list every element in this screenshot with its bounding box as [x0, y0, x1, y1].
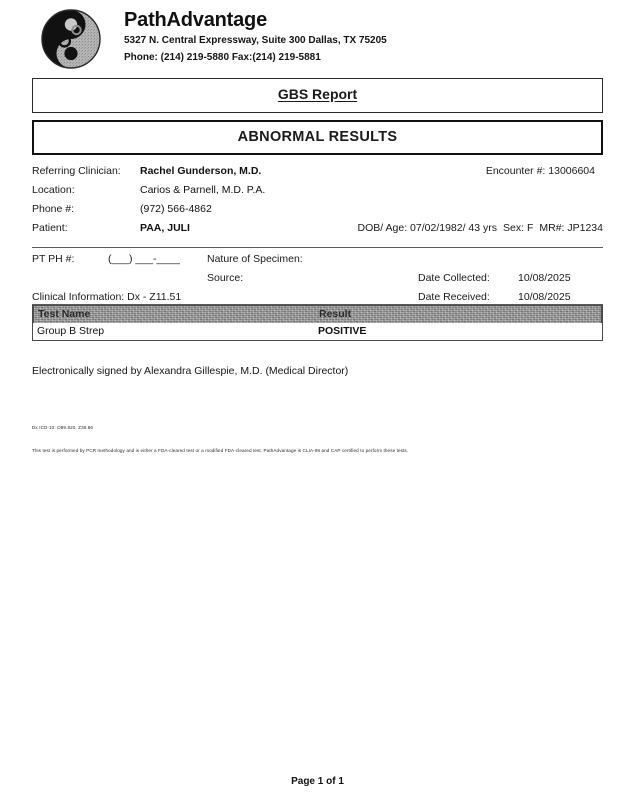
clinical-information: Clinical Information: Dx - Z11.51	[32, 291, 182, 303]
report-title-box	[32, 78, 603, 113]
info-row-location	[32, 184, 603, 203]
company-phone-fax: Phone: (214) 219-5880 Fax:(214) 219-5881	[124, 51, 321, 63]
date-collected-label: Date Collected:	[418, 272, 490, 284]
status-badge: ABNORMAL RESULTS	[237, 129, 398, 145]
yin-yang-logo	[40, 8, 102, 70]
referring-clinician-label: Referring Clinician:	[32, 165, 121, 177]
mrn-value: MR#: JP1234	[539, 222, 603, 234]
phone-label: Phone #:	[32, 203, 75, 215]
location-value: Carios & Parnell, M.D. P.A.	[140, 184, 266, 196]
methodology-disclaimer: This test is performed by PCR methodology and is either a FDA-cleared test or a modified FDA-cleared test. PathAdvantage is CLIA-88 and CAP certified to perform these tests.	[32, 448, 409, 453]
letterhead	[0, 0, 635, 72]
pt-ph-value: (___) ___-____	[108, 253, 180, 265]
patient-demographics	[358, 222, 603, 234]
sex-value: Sex: F	[503, 222, 534, 234]
patient-label: Patient:	[32, 222, 68, 234]
referring-clinician-value: Rachel Gunderson, M.D.	[140, 165, 262, 177]
pt-ph-label: PT PH #:	[32, 253, 75, 265]
date-received-value: 10/08/2025	[518, 291, 571, 303]
page-title: GBS Report	[277, 86, 358, 102]
dx-icd-codes: Dx ICD-10: O99.820, Z36.86	[32, 425, 94, 430]
dob-age-value: DOB/ Age: 07/02/1982/ 43 yrs	[357, 222, 498, 234]
nature-of-specimen-label: Nature of Specimen:	[207, 253, 303, 265]
table-header-row	[33, 305, 602, 323]
source-label: Source:	[207, 272, 244, 284]
column-header-test-name: Test Name	[38, 308, 91, 320]
column-header-result: Result	[319, 308, 352, 320]
company-address: 5327 N. Central Expressway, Suite 300 Dallas, TX 75205	[124, 35, 387, 46]
info-row-phone	[32, 203, 603, 222]
specimen-block	[32, 248, 603, 304]
patient-info-block	[32, 165, 603, 241]
location-label: Location:	[32, 184, 75, 196]
company-name: PathAdvantage	[124, 9, 267, 31]
cell-test-name: Group B Strep	[37, 325, 105, 337]
patient-name-value: PAA, JULI	[140, 222, 190, 234]
electronic-signature: Electronically signed by Alexandra Gillespie, M.D. (Medical Director)	[32, 365, 349, 377]
results-table	[32, 305, 603, 341]
pt-ph-row	[32, 253, 603, 272]
table-row	[33, 323, 602, 340]
date-received-label: Date Received:	[418, 291, 490, 303]
result-banner-box	[32, 120, 603, 155]
encounter-number: Encounter #: 13006604	[485, 165, 595, 177]
date-collected-value: 10/08/2025	[518, 272, 571, 284]
page-footer: Page 1 of 1	[291, 776, 344, 787]
cell-result: POSITIVE	[318, 325, 367, 337]
phone-value: (972) 566-4862	[140, 203, 212, 215]
date-collected-row	[418, 272, 603, 291]
